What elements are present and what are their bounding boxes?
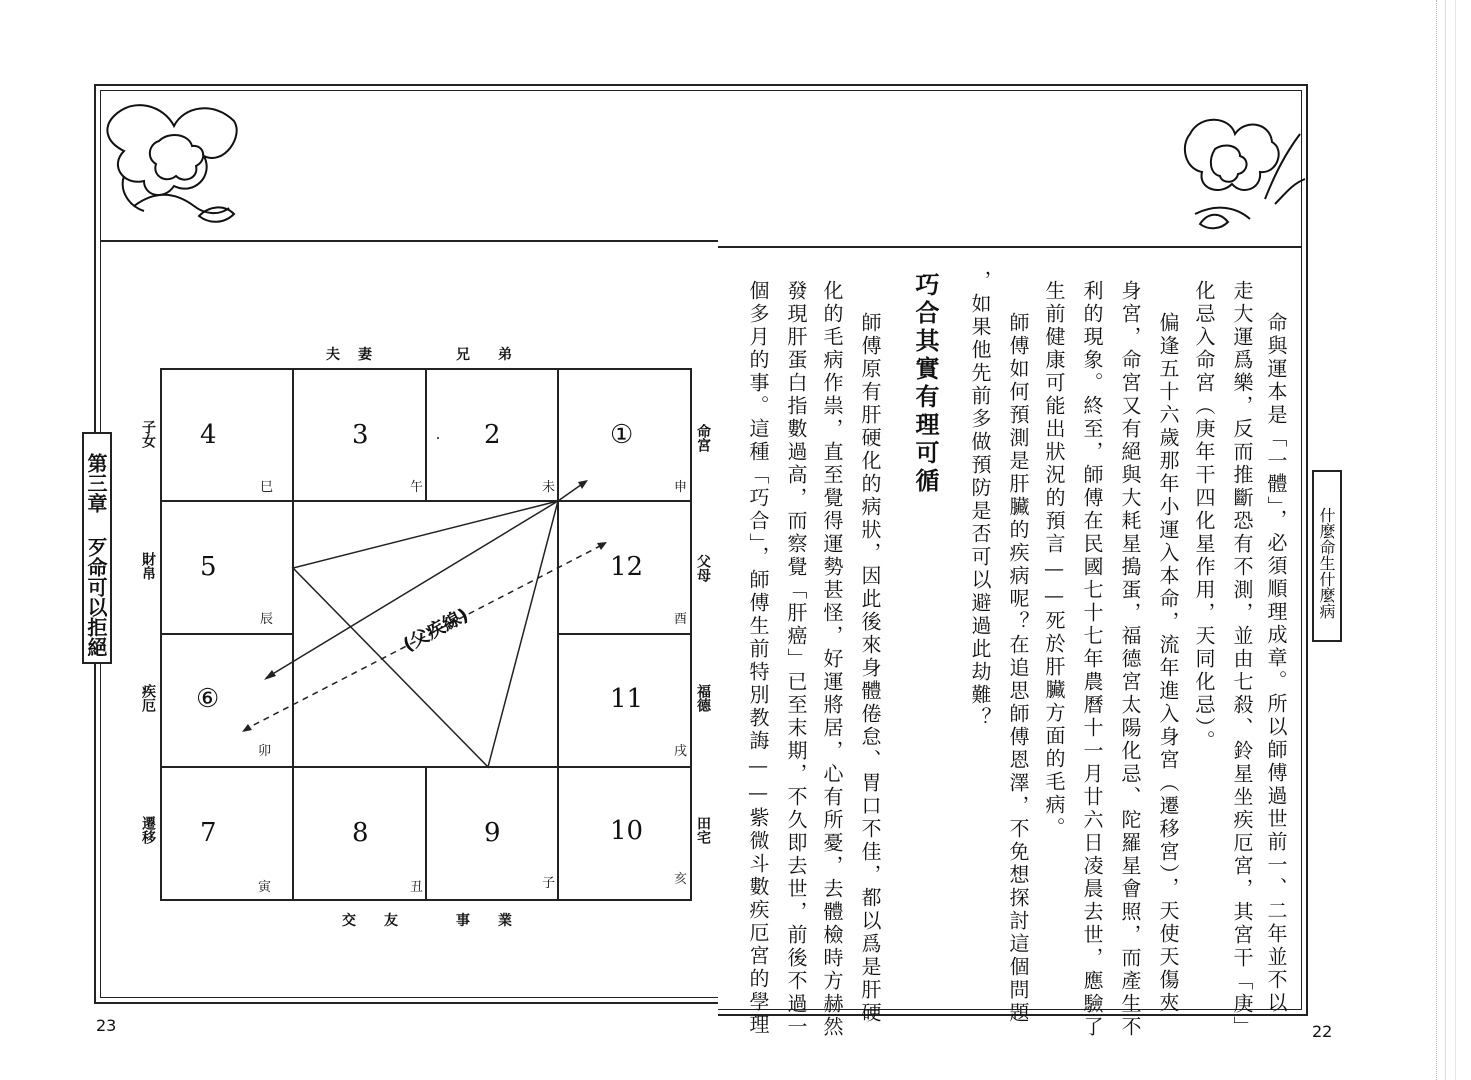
palace-label-tianzhai: 田宅 (695, 816, 711, 844)
text-col-13: 個多月的事。這種「巧合」，師傅生前特別教誨——紫微斗數疾厄宮的學理 (746, 280, 770, 1037)
floral-ornament-right-icon (1180, 104, 1310, 236)
cell-number-chen: 5 (200, 552, 217, 582)
text-col-3: 化忌入命宮（庚年干四化星作用，天同化忌）。 (1192, 280, 1216, 753)
cell-number-you: 12 (610, 552, 644, 582)
cell-branch-shen: 申 (674, 480, 688, 495)
section-heading: 巧合其實有理可循 (911, 272, 939, 496)
text-col-1: 命與運本是「一體」，必須順理成章。所以師傅過世前一、二年並不以 (1264, 312, 1288, 1015)
right-page-number: 22 (1312, 1022, 1333, 1041)
fuji-line-label: (父疾線) (399, 604, 472, 657)
cell-branch-yin: 寅 (258, 880, 272, 895)
palace-label-qianyi: 遷移 (140, 816, 156, 844)
palace-label-fude: 福德 (695, 684, 711, 712)
right-header-rule (718, 246, 1302, 248)
cell-branch-mao: 卯 (258, 744, 272, 759)
palace-label-xiongdi: 兄弟 (456, 347, 540, 363)
left-header-rule (100, 240, 718, 242)
cell-branch-you: 酉 (674, 612, 688, 627)
cell-number-shen: ① (610, 420, 634, 450)
cell-number-wei: 2 (484, 420, 501, 450)
chapter-side-tab: 第三章 歹命可以拒絕 (82, 432, 112, 664)
cell-number-zi: 9 (484, 818, 501, 848)
left-page-number: 23 (96, 1016, 117, 1035)
cell-number-xu: 11 (610, 684, 644, 714)
cell-number-hai: 10 (610, 816, 644, 846)
cell-branch-chou: 丑 (410, 880, 424, 895)
text-col-5: 身宮，命宮又有絕與大耗星搗蛋，福德宮太陽化忌、陀羅星會照，而產生不 (1118, 280, 1142, 1039)
cell-number-si: 4 (200, 420, 217, 450)
palace-label-minggong: 命宮 (695, 424, 711, 452)
text-col-6: 利的現象。終至，師傅在民國七十七年農曆十一月廿六日凌晨去世，應驗了 (1080, 280, 1104, 1039)
cell-number-yin: 7 (200, 818, 217, 848)
cell-branch-chen: 辰 (260, 612, 274, 627)
palace-label-shiye: 事業 (456, 913, 540, 929)
cell-branch-si: 巳 (260, 480, 274, 495)
cell-branch-zi: 子 (542, 876, 556, 891)
floral-ornament-left-icon (104, 96, 254, 236)
cell-number-mao: ⑥ (196, 684, 220, 714)
text-col-7: 生前健康可能出狀況的預言——死於肝臟方面的毛病。 (1042, 280, 1066, 840)
palace-label-fuqi: 夫妻 (326, 347, 390, 363)
palace-label-zinu: 子女 (140, 420, 156, 448)
text-col-2: 走大運爲樂，反而推斷恐有不測，並由七殺、鈴星坐疾厄宮，其宮干「庚」 (1230, 280, 1254, 1039)
cell-number-chou: 8 (352, 818, 369, 848)
cell-branch-wei: 未 (542, 480, 556, 495)
palace-label-jie: 疾厄 (140, 684, 156, 712)
cell-branch-xu: 戌 (674, 744, 688, 759)
text-col-9: ，如果他先前多做預防是否可以避過此劫難？ (968, 270, 992, 730)
palace-label-caibo: 財帛 (140, 552, 156, 580)
text-col-4: 偏逢五十六歲那年小運入本命，流年進入身宮（遷移宮），天使天傷夾 (1156, 312, 1180, 1015)
cell-branch-wu: 午 (410, 480, 424, 495)
text-col-10: 師傅原有肝硬化的病狀，因此後來身體倦怠、胃口不佳，都以爲是肝硬 (858, 312, 882, 1025)
text-col-11: 化的毛病作祟，直至覺得運勢甚怪，好運將居，心有所憂，去體檢時方赫然 (820, 280, 844, 1039)
cell-number-wu: 3 (352, 420, 369, 450)
scan-edge-artifact (1436, 0, 1471, 1080)
cell-branch-hai: 亥 (674, 872, 688, 887)
book-title-side-tab: 什麼命生什麼病 (1312, 470, 1342, 642)
palace-label-fumu: 父母 (695, 554, 711, 582)
text-col-12: 發現肝蛋白指數過高，而察覺「肝癌」已至末期，不久即去世，前後不過一 (784, 280, 808, 1039)
text-col-8: 師傅如何預測是肝臟的疾病呢？在追思師傅恩澤，不免想探討這個問題 (1006, 312, 1030, 1025)
palace-label-jiaoyou: 交友 (342, 913, 426, 929)
